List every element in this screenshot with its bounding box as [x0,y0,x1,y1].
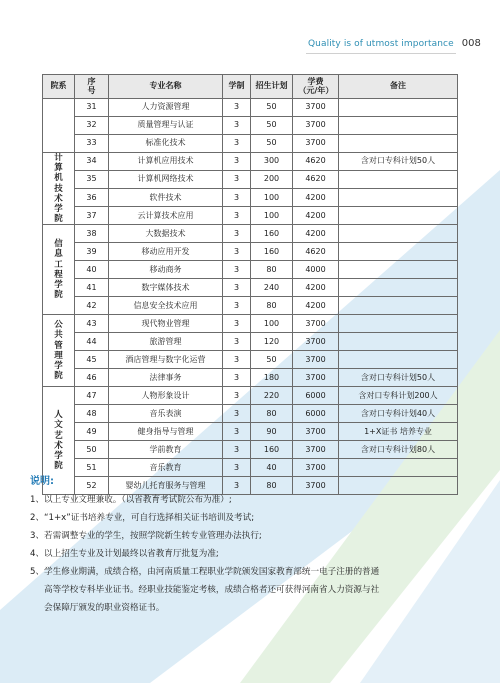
remark-cell: 含对口专科计划40人 [339,405,458,423]
plan-cell: 200 [251,171,293,189]
table-row [43,369,458,387]
plan-cell: 50 [251,351,293,369]
major-cell: 质量管理与认证 [109,117,223,135]
remark-cell [339,225,458,243]
note-item-1: 1、以上专业文理兼收。（以省教育考试院公布为准）; [30,495,232,505]
major-cell: 人力资源管理 [109,99,223,117]
years-cell: 3 [223,315,251,333]
plan-cell: 160 [251,243,293,261]
table-row [43,135,458,153]
remark-cell: 含对口专科计划50人 [339,153,458,171]
seq-cell: 37 [75,207,109,225]
major-cell: 旅游管理 [109,333,223,351]
major-cell: 音乐表演 [109,405,223,423]
fee-cell: 3700 [293,459,339,477]
col-remark: 备注 [339,75,458,99]
seq-cell: 46 [75,369,109,387]
major-table [42,74,458,495]
fee-cell: 6000 [293,405,339,423]
years-cell: 3 [223,441,251,459]
years-cell: 3 [223,351,251,369]
fee-cell: 4200 [293,279,339,297]
fee-cell: 3700 [293,351,339,369]
seq-cell: 38 [75,225,109,243]
remark-cell [339,333,458,351]
years-cell: 3 [223,261,251,279]
plan-cell: 160 [251,441,293,459]
seq-cell: 40 [75,261,109,279]
major-cell: 健身指导与管理 [109,423,223,441]
years-cell: 3 [223,459,251,477]
school-cell [43,225,75,315]
remark-cell [339,99,458,117]
col-plan: 招生计划 [251,75,293,99]
remark-cell [339,171,458,189]
fee-cell: 3700 [293,135,339,153]
school-name: 信息工程学院 [54,239,63,301]
years-cell: 3 [223,333,251,351]
remark-cell [339,261,458,279]
header-divider [306,53,456,54]
major-cell: 数字媒体技术 [109,279,223,297]
plan-cell: 50 [251,117,293,135]
table-row [43,279,458,297]
table-row [43,333,458,351]
remark-cell [339,297,458,315]
fee-cell: 3700 [293,369,339,387]
fee-cell: 3700 [293,99,339,117]
plan-cell: 50 [251,135,293,153]
table-row [43,243,458,261]
school-name: 公共管理学院 [54,320,63,382]
major-cell: 云计算技术应用 [109,207,223,225]
seq-cell: 41 [75,279,109,297]
plan-cell: 80 [251,477,293,495]
col-fee: 学费（元/年） [293,75,339,99]
notes-title: 说明: [30,476,54,487]
plan-cell: 80 [251,261,293,279]
plan-cell: 40 [251,459,293,477]
plan-cell: 180 [251,369,293,387]
major-cell: 人物形象设计 [109,387,223,405]
col-school: 院系 [43,75,75,99]
seq-cell: 33 [75,135,109,153]
seq-cell: 48 [75,405,109,423]
plan-cell: 160 [251,225,293,243]
fee-cell: 4200 [293,207,339,225]
fee-cell: 4620 [293,171,339,189]
years-cell: 3 [223,369,251,387]
major-cell: 法律事务 [109,369,223,387]
years-cell: 3 [223,171,251,189]
table-row [43,189,458,207]
table-row [43,153,458,171]
seq-cell: 31 [75,99,109,117]
major-cell: 现代物业管理 [109,315,223,333]
fee-cell: 4200 [293,297,339,315]
plan-cell: 80 [251,405,293,423]
years-cell: 3 [223,477,251,495]
major-cell: 计算机应用技术 [109,153,223,171]
years-cell: 3 [223,207,251,225]
page-number: 008 [461,38,481,49]
plan-cell: 80 [251,297,293,315]
fee-cell: 3700 [293,477,339,495]
table-row [43,387,458,405]
remark-cell [339,243,458,261]
plan-cell: 90 [251,423,293,441]
seq-cell: 50 [75,441,109,459]
table-header-row [43,75,458,99]
years-cell: 3 [223,243,251,261]
major-cell: 信息安全技术应用 [109,297,223,315]
seq-cell: 47 [75,387,109,405]
years-cell: 3 [223,297,251,315]
table-row [43,225,458,243]
table-row [43,405,458,423]
seq-cell: 52 [75,477,109,495]
fee-cell: 4200 [293,225,339,243]
remark-cell [339,207,458,225]
plan-cell: 100 [251,189,293,207]
seq-cell: 42 [75,297,109,315]
table-row [43,207,458,225]
note-item-5-continued: 高等学校专科毕业证书。经职业技能鉴定考核，成绩合格者还可获得河南省人力资源与社 [44,585,380,595]
years-cell: 3 [223,189,251,207]
table-row [43,117,458,135]
table-row [43,441,458,459]
table-row [43,261,458,279]
table-row [43,171,458,189]
major-cell: 移动应用开发 [109,243,223,261]
remark-cell: 含对口专科计划80人 [339,441,458,459]
table-body [43,99,458,495]
table-row [43,423,458,441]
table-row [43,99,458,117]
remark-cell: 1+X证书 培养专业 [339,423,458,441]
fee-cell: 3700 [293,441,339,459]
remark-cell [339,135,458,153]
fee-cell: 3700 [293,423,339,441]
col-years: 学制 [223,75,251,99]
seq-cell: 34 [75,153,109,171]
major-cell: 学前教育 [109,441,223,459]
seq-cell: 32 [75,117,109,135]
remark-cell [339,315,458,333]
fee-cell: 3700 [293,117,339,135]
note-item-5: 5、学生修业期满，成绩合格，由河南质量工程职业学院颁发国家教育部统一电子注册的普通 [30,567,380,577]
fee-cell: 6000 [293,387,339,405]
page-header [308,38,481,49]
seq-cell: 45 [75,351,109,369]
school-name: 计算机技术学院 [54,153,63,225]
years-cell: 3 [223,423,251,441]
note-item-3: 3、若需调整专业的学生，按照学院新生转专业管理办法执行; [30,531,262,541]
years-cell: 3 [223,405,251,423]
note-item-2: 2、“1+x”证书培养专业，可自行选择相关证书培训及考试; [30,513,255,523]
major-cell: 婴幼儿托育服务与管理 [109,477,223,495]
remark-cell [339,351,458,369]
plan-cell: 300 [251,153,293,171]
fee-cell: 4620 [293,153,339,171]
fee-cell: 4200 [293,189,339,207]
major-cell: 软件技术 [109,189,223,207]
years-cell: 3 [223,99,251,117]
remark-cell: 含对口专科计划50人 [339,369,458,387]
plan-cell: 240 [251,279,293,297]
fee-cell: 4000 [293,261,339,279]
years-cell: 3 [223,153,251,171]
years-cell: 3 [223,135,251,153]
school-name: 人文艺术学院 [54,410,63,472]
plan-cell: 120 [251,333,293,351]
plan-cell: 220 [251,387,293,405]
note-item-5-continued-2: 会保障厅颁发的职业资格证书。 [44,603,165,613]
remark-cell [339,189,458,207]
fee-cell: 3700 [293,315,339,333]
seq-cell: 51 [75,459,109,477]
col-major: 专业名称 [109,75,223,99]
notes-section [30,472,470,617]
major-cell: 计算机网络技术 [109,171,223,189]
remark-cell [339,117,458,135]
remark-cell [339,279,458,297]
major-cell: 标准化技术 [109,135,223,153]
fee-cell: 4620 [293,243,339,261]
seq-cell: 35 [75,171,109,189]
years-cell: 3 [223,225,251,243]
seq-cell: 44 [75,333,109,351]
header-tagline: Quality is of utmost importance [308,38,454,49]
school-cell [43,315,75,387]
school-cell [43,99,75,153]
note-item-4: 4、以上招生专业及计划最终以省教育厅批复为准; [30,549,219,559]
years-cell: 3 [223,387,251,405]
plan-cell: 100 [251,315,293,333]
major-cell: 音乐教育 [109,459,223,477]
plan-cell: 50 [251,99,293,117]
major-cell: 移动商务 [109,261,223,279]
seq-cell: 49 [75,423,109,441]
years-cell: 3 [223,279,251,297]
major-cell: 大数据技术 [109,225,223,243]
remark-cell: 含对口专科计划200人 [339,387,458,405]
major-cell: 酒店管理与数字化运营 [109,351,223,369]
school-cell [43,153,75,225]
seq-cell: 39 [75,243,109,261]
years-cell: 3 [223,117,251,135]
seq-cell: 43 [75,315,109,333]
table-row [43,297,458,315]
table-row [43,315,458,333]
plan-cell: 100 [251,207,293,225]
seq-cell: 36 [75,189,109,207]
table-row [43,351,458,369]
col-seq: 序号 [75,75,109,99]
fee-cell: 3700 [293,333,339,351]
